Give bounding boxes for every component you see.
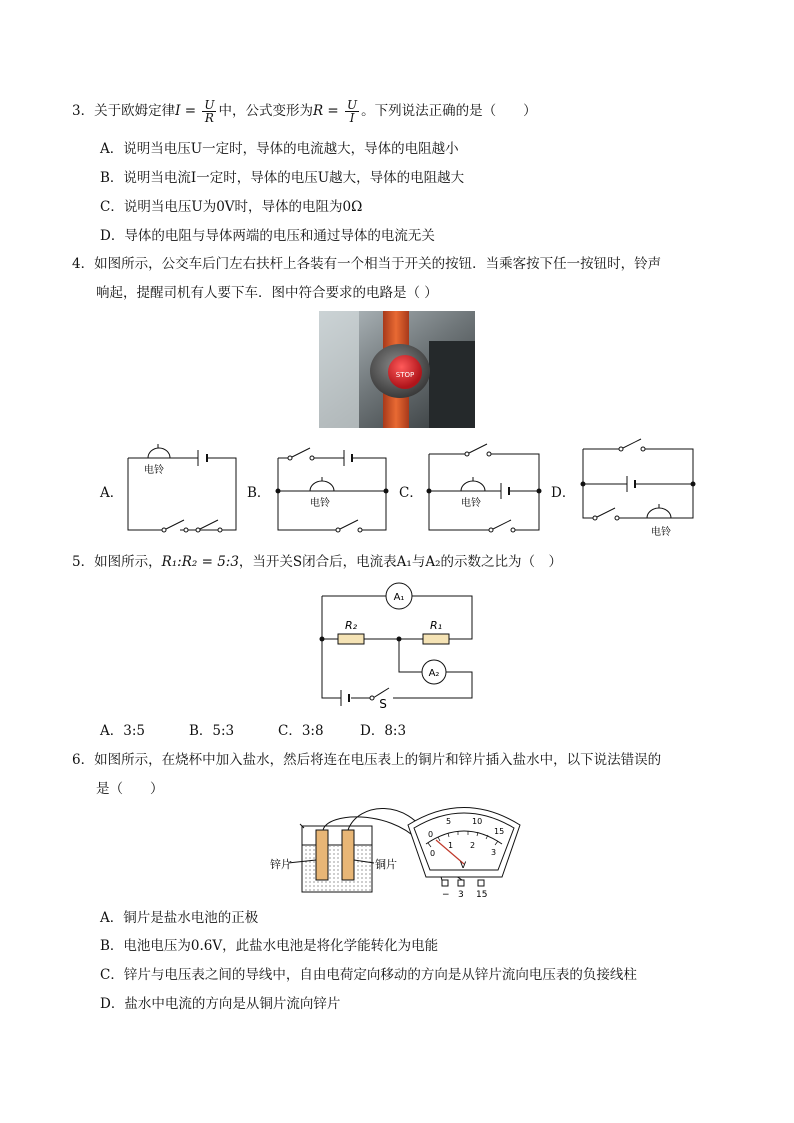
q5-option-b: B．5:3	[189, 723, 235, 739]
q5-ratio: R₁:R₂ = 5:3	[161, 554, 239, 570]
q3-suffix: 。下列说法正确的是（ ）	[361, 103, 537, 119]
q3-form-den: I	[349, 111, 355, 125]
q3-law-eq: =	[180, 103, 201, 119]
q3-form-lhs: R	[312, 103, 324, 119]
q6-option-a: A．铜片是盐水电池的正极	[100, 910, 259, 926]
ammeter-a2-label: A₂	[428, 668, 440, 679]
terminal-3-label: 3	[458, 890, 464, 900]
q3-form-num: U	[347, 98, 358, 112]
meter-terminals	[442, 880, 484, 886]
terminal-negative-label: −	[442, 890, 450, 900]
meter-lower-scale-2: 2	[470, 841, 476, 850]
q5-stem	[72, 551, 562, 573]
saltwater-battery-diagram	[268, 800, 528, 900]
q3-prefix: 3．关于欧姆定律	[72, 103, 176, 119]
q3-option-a: A．说明当电压U一定时，导体的电流越大，导体的电阻越小	[100, 141, 459, 157]
meter-upper-scale-15: 15	[494, 827, 505, 836]
q3-law-num: U	[204, 98, 215, 112]
q3-law-lhs: I	[175, 103, 181, 119]
q3-mid: 中，公式变形为	[218, 103, 313, 119]
circuit-b-label: B．	[247, 485, 271, 501]
circuit-d-diagram	[575, 436, 700, 540]
q3-option-d: D．导体的电阻与导体两端的电压和通过导体的电流无关	[100, 228, 435, 244]
q5-option-d: D．8:3	[360, 723, 407, 739]
q3-law-den: R	[204, 111, 214, 125]
q3-form-eq: =	[323, 103, 344, 119]
q4-stem-line1: 4．如图所示，公交车后门左右扶杆上各装有一个相当于开关的按钮．当乘客按下任一按钮时，铃声	[72, 256, 662, 272]
meter-lower-scale-3: 3	[491, 848, 497, 857]
meter-lower-scale-0: 0	[430, 849, 436, 858]
circuit-a-label: A．	[100, 485, 124, 501]
zinc-plate-label: 锌片	[270, 858, 292, 871]
bus-stop-button-photo	[319, 311, 475, 428]
meter-lower-scale-1: 1	[448, 841, 454, 850]
meter-upper-scale-0: 0	[428, 830, 434, 839]
q3-law-fraction	[202, 99, 216, 124]
q5-option-a: A．3:5	[100, 723, 145, 739]
question-3-stem	[72, 99, 537, 124]
circuit-c-bell-label: 电铃	[461, 498, 481, 509]
q6-option-c: C．锌片与电压表之间的导线中，自由电荷定向移动的方向是从锌片流向电压表的负接线柱	[100, 967, 637, 983]
q6-option-b: B．电池电压为0.6V，此盐水电池是将化学能转化为电能	[100, 938, 439, 954]
q5-option-c: C．3:8	[278, 723, 324, 739]
q3-form-fraction	[345, 99, 359, 124]
q5-circuit-diagram	[315, 580, 485, 710]
ammeter-a1-label: A₁	[393, 592, 405, 603]
circuit-b-bell-label: 电铃	[310, 498, 330, 509]
terminal-15-label: 15	[476, 890, 488, 900]
circuit-b-diagram	[268, 436, 393, 536]
q6-option-d: D．盐水中电流的方向是从铜片流向锌片	[100, 996, 341, 1012]
meter-upper-scale-10: 10	[472, 817, 483, 826]
circuit-c-label: C．	[399, 485, 423, 501]
circuit-a-diagram	[120, 436, 245, 536]
switch-s-label: S	[379, 697, 387, 710]
q5-prefix: 5．如图所示，	[72, 554, 162, 570]
q4-stem-line2: 响起，提醒司机有人要下车．图中符合要求的电路是（ ）	[96, 285, 438, 301]
q3-option-b: B．说明当电流I一定时，导体的电压U越大，导体的电阻越大	[100, 170, 465, 186]
stop-button-text: STOP	[395, 371, 415, 379]
meter-unit-label: V	[460, 861, 467, 871]
circuit-d-bell-label: 电铃	[651, 527, 671, 538]
meter-upper-scale-5: 5	[446, 817, 452, 826]
copper-plate-label: 铜片	[375, 858, 397, 871]
resistor-r2-label: R₂	[344, 619, 358, 632]
q5-suffix: ，当开关S闭合后，电流表A₁与A₂的示数之比为（ ）	[238, 554, 562, 570]
circuit-d-label: D．	[551, 485, 576, 501]
resistor-r1-label: R₁	[429, 619, 443, 632]
circuit-a-bell-label: 电铃	[144, 465, 164, 476]
q3-option-c: C．说明当电压U为0V时，导体的电阻为0Ω	[100, 199, 363, 215]
saltwater	[303, 846, 371, 891]
q6-stem-line2: 是（ ）	[96, 781, 164, 797]
circuit-c-diagram	[421, 436, 546, 536]
q6-stem-line1: 6．如图所示，在烧杯中加入盐水，然后将连在电压表上的铜片和锌片插入盐水中，以下说法错误的	[72, 752, 662, 768]
